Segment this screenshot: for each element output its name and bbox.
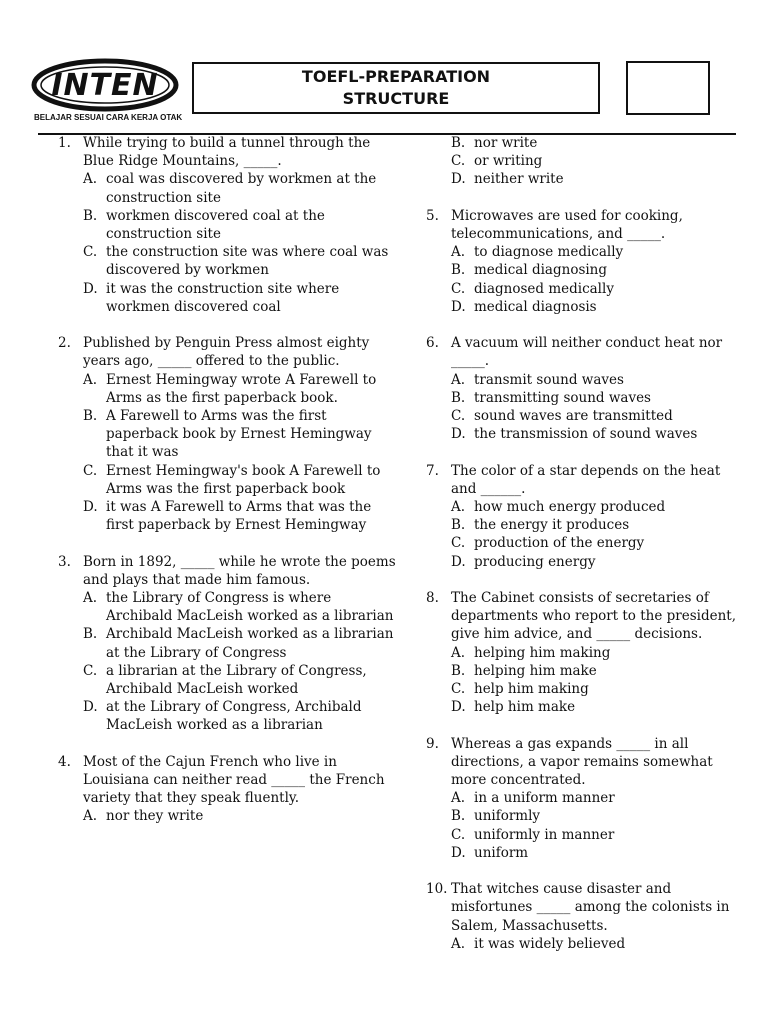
option-letter: A. xyxy=(451,644,466,661)
answer-option xyxy=(451,826,746,844)
question-stem: Microwaves are used for cooking, telecommunications, and _____. xyxy=(451,207,683,242)
option-text: it was A Farewell to Arms that was the first paperback by Ernest Hemingway xyxy=(106,499,372,534)
question-number: 1. xyxy=(58,135,71,151)
answer-option xyxy=(451,789,746,807)
question-item xyxy=(426,462,746,571)
option-text: a librarian at the Library of Congress, Archibald MacLeish worked xyxy=(106,662,367,698)
answer-option xyxy=(451,807,746,825)
answer-option xyxy=(451,407,746,425)
question-body xyxy=(451,334,746,443)
answer-option xyxy=(451,261,746,279)
question-number: 9. xyxy=(426,735,439,752)
answer-option xyxy=(451,371,746,389)
option-text: medical diagnosis xyxy=(474,298,597,315)
option-text: in a uniform manner xyxy=(474,790,615,807)
answer-option xyxy=(451,152,746,170)
question-body xyxy=(451,589,746,716)
question-body xyxy=(83,134,398,316)
right-column xyxy=(426,134,746,953)
answer-option xyxy=(451,844,746,862)
question-stem: That witches cause disaster and misfortunes _____ among the colonists in Salem, Massachusetts. xyxy=(451,881,730,934)
option-text: help him make xyxy=(474,699,576,716)
question-body xyxy=(83,334,398,534)
option-letter: B. xyxy=(451,662,466,679)
option-letter: D. xyxy=(451,699,466,716)
question-number: 8. xyxy=(426,590,439,607)
question-item xyxy=(426,334,746,443)
option-text: how much energy produced xyxy=(474,499,666,516)
option-letter: D. xyxy=(451,844,466,861)
question-item xyxy=(426,880,746,953)
option-letter: A. xyxy=(83,590,98,607)
option-text: the transmission of sound waves xyxy=(474,426,698,443)
question-body xyxy=(451,207,746,316)
option-text: producing energy xyxy=(474,553,596,570)
answer-option xyxy=(451,134,746,152)
option-text: sound waves are transmitted xyxy=(474,408,673,425)
answer-option xyxy=(83,243,398,279)
question-stem: The Cabinet consists of secretaries of departments who report to the president, give him advice, and _____ decisions. xyxy=(451,590,736,643)
title-line-1: TOEFL-PREPARATION xyxy=(301,67,491,86)
option-letter: A. xyxy=(451,935,466,952)
answer-option xyxy=(83,698,398,734)
option-letter: C. xyxy=(451,408,466,425)
option-letter: D. xyxy=(451,298,466,315)
answer-option xyxy=(83,207,398,243)
option-letter: A. xyxy=(451,371,466,388)
option-text: the energy it produces xyxy=(474,517,630,534)
answer-option xyxy=(451,243,746,261)
title-line-2: STRUCTURE xyxy=(342,89,450,108)
option-letter: C. xyxy=(451,280,466,297)
question-number: 4. xyxy=(58,753,71,770)
answer-option xyxy=(83,462,398,498)
option-text: diagnosed medically xyxy=(474,280,614,297)
option-text: transmitting sound waves xyxy=(474,389,651,406)
question-number: 10. xyxy=(426,881,448,898)
answer-option xyxy=(451,662,746,680)
option-letter: D. xyxy=(451,426,466,443)
question-stem: The color of a star depends on the heat and ______. xyxy=(451,462,721,497)
option-text: coal was discovered by workmen at the construction site xyxy=(106,171,377,206)
option-letter: D. xyxy=(451,171,466,188)
option-letter: C. xyxy=(83,462,98,479)
option-text: Archibald MacLeish worked as a librarian at the Library of Congress xyxy=(106,626,394,661)
option-letter: B. xyxy=(451,262,466,279)
left-column xyxy=(58,134,398,826)
option-text: transmit sound waves xyxy=(474,371,624,388)
question-stem: A vacuum will neither conduct heat nor _____. xyxy=(451,335,723,370)
answer-option xyxy=(451,698,746,716)
question-stem: Born in 1892, _____ while he wrote the poems and plays that made him famous. xyxy=(83,553,396,588)
question-number: 2. xyxy=(58,335,71,352)
question-stem: Whereas a gas expands _____ in all directions, a vapor remains somewhat more concentrated. xyxy=(451,735,713,789)
option-letter: C. xyxy=(83,662,98,679)
option-text: nor they write xyxy=(106,808,204,825)
question-item xyxy=(58,134,398,316)
option-letter: B. xyxy=(451,135,466,151)
option-text: at the Library of Congress, Archibald MacLeish worked as a librarian xyxy=(106,699,362,734)
answer-option xyxy=(451,170,746,188)
answer-option xyxy=(451,425,746,443)
answer-option xyxy=(83,170,398,206)
answer-option xyxy=(451,534,746,552)
inten-logo xyxy=(30,56,183,126)
question-body xyxy=(83,553,398,735)
option-letter: D. xyxy=(83,280,98,297)
option-letter: A. xyxy=(451,499,466,516)
answer-option xyxy=(451,498,746,516)
answer-option xyxy=(451,680,746,698)
option-letter: A. xyxy=(451,244,466,261)
option-text: nor write xyxy=(474,135,538,151)
logo-tagline: BELAJAR SESUAI CARA KERJA OTAK xyxy=(34,113,183,122)
option-letter: B. xyxy=(451,389,466,406)
question-number: 7. xyxy=(426,462,439,479)
answer-option xyxy=(83,280,398,316)
answer-option xyxy=(451,935,746,953)
answer-option xyxy=(83,807,398,825)
question-item xyxy=(58,753,398,826)
option-text: the construction site was where coal was discovered by workmen xyxy=(106,244,389,279)
answer-option xyxy=(451,280,746,298)
option-letter: C. xyxy=(451,153,466,170)
answer-option xyxy=(451,644,746,662)
answer-option xyxy=(83,407,398,462)
option-letter: A. xyxy=(451,790,466,807)
question-number: 5. xyxy=(426,207,439,224)
question-number: 3. xyxy=(58,553,71,570)
option-text: or writing xyxy=(474,153,543,170)
option-text: medical diagnosing xyxy=(474,262,608,279)
option-letter: B. xyxy=(83,207,98,224)
question-item xyxy=(58,553,398,735)
question-body xyxy=(83,753,398,826)
logo-text: INTEN xyxy=(51,67,159,103)
option-text: neither write xyxy=(474,171,564,188)
question-item xyxy=(426,735,746,862)
answer-option xyxy=(83,662,398,698)
option-letter: B. xyxy=(83,408,98,425)
question-body xyxy=(451,735,746,862)
option-text: the Library of Congress is where Archibald MacLeish worked as a librarian xyxy=(106,590,394,625)
option-letter: D. xyxy=(451,553,466,570)
option-text: Ernest Hemingway's book A Farewell to Arms was the first paperback book xyxy=(106,462,381,497)
option-text: A Farewell to Arms was the first paperback book by Ernest Hemingway that it was xyxy=(106,408,372,461)
question-item xyxy=(426,589,746,716)
question-body xyxy=(451,462,746,571)
option-text: uniformly in manner xyxy=(474,826,615,843)
title-box xyxy=(192,62,600,114)
option-text: uniform xyxy=(474,844,529,861)
option-text: it was the construction site where workmen discovered coal xyxy=(106,280,340,315)
question-stem: Published by Penguin Press almost eighty years ago, _____ offered to the public. xyxy=(83,335,370,370)
option-text: it was widely believed xyxy=(474,935,626,952)
score-box xyxy=(626,61,710,115)
option-letter: C. xyxy=(451,681,466,698)
option-text: uniformly xyxy=(474,808,541,825)
question-number: 6. xyxy=(426,335,439,352)
question-body xyxy=(451,880,746,953)
option-text: Ernest Hemingway wrote A Farewell to Arms as the first paperback book. xyxy=(106,371,377,406)
option-text: workmen discovered coal at the construction site xyxy=(106,207,325,243)
answer-option xyxy=(83,498,398,534)
answer-option xyxy=(451,389,746,407)
question-stem: While trying to build a tunnel through the Blue Ridge Mountains, _____. xyxy=(83,135,371,170)
option-letter: A. xyxy=(83,808,98,825)
option-letter: D. xyxy=(83,699,98,716)
answer-option xyxy=(451,553,746,571)
option-letter: C. xyxy=(451,535,466,552)
option-letter: A. xyxy=(83,171,98,188)
question-stem: Most of the Cajun French who live in Louisiana can neither read _____ the French variety that they speak fluently. xyxy=(83,753,385,807)
answer-option xyxy=(83,589,398,625)
option-text: helping him making xyxy=(474,644,611,661)
option-text: production of the energy xyxy=(474,535,645,552)
option-letter: B. xyxy=(451,517,466,534)
option-letter: A. xyxy=(83,371,98,388)
option-text: help him making xyxy=(474,681,589,698)
answer-option xyxy=(451,298,746,316)
option-letter: B. xyxy=(83,626,98,643)
answer-option xyxy=(83,371,398,407)
option-text: to diagnose medically xyxy=(474,244,624,261)
question-item xyxy=(58,334,398,534)
question-item xyxy=(426,207,746,316)
answer-option xyxy=(451,516,746,534)
option-letter: B. xyxy=(451,808,466,825)
right-questions xyxy=(426,207,746,953)
question-4-continued xyxy=(451,134,746,189)
answer-option xyxy=(83,625,398,661)
option-letter: D. xyxy=(83,499,98,516)
option-letter: C. xyxy=(451,826,466,843)
option-letter: C. xyxy=(83,244,98,261)
option-text: helping him make xyxy=(474,662,597,679)
